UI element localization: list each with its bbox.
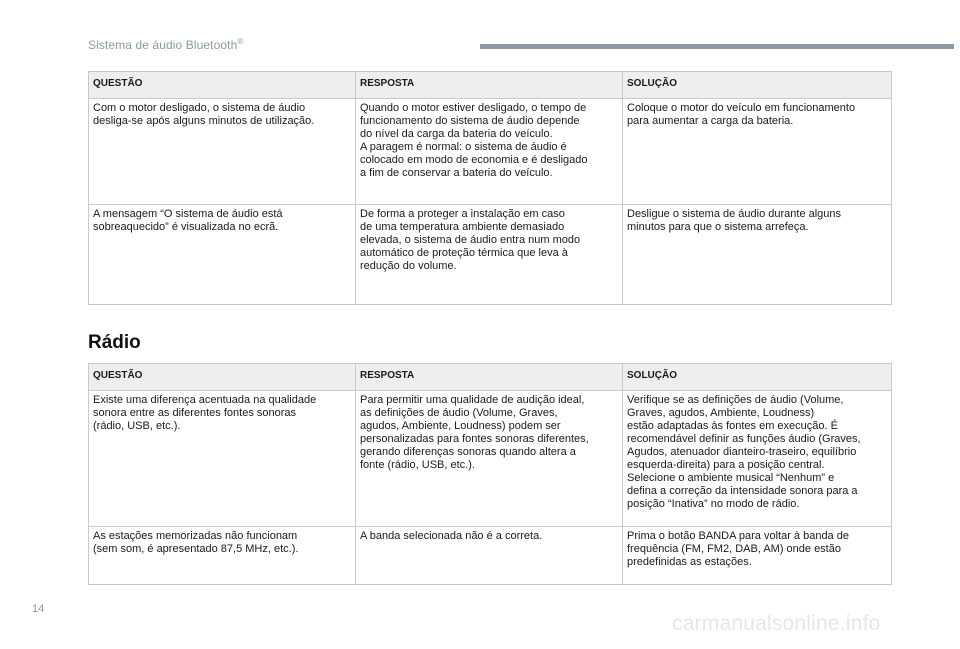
answer-cell: A banda selecionada não é a correta.: [356, 527, 623, 585]
troubleshooting-table-radio: [88, 363, 892, 585]
solution-cell: Coloque o motor do veículo em funcionamento para aumentar a carga da bateria.: [623, 99, 892, 205]
question-cell: Com o motor desligado, o sistema de áudio desliga-se após alguns minutos de utilização.: [89, 99, 356, 205]
solution-cell: Prima o botão BANDA para voltar à banda de frequência (FM, FM2, DAB, AM) onde estão predefinidas as estações.: [623, 527, 892, 585]
section-title-radio: Rádio: [88, 332, 141, 353]
table-header-row: [89, 72, 892, 99]
table-row: [89, 99, 892, 205]
table-row: [89, 205, 892, 305]
running-header: [88, 37, 243, 52]
column-header-answer: RESPOSTA: [356, 364, 623, 391]
table-header-row: [89, 364, 892, 391]
table-row: [89, 527, 892, 585]
column-header-solution: SOLUÇÃO: [623, 72, 892, 99]
column-header-solution: SOLUÇÃO: [623, 364, 892, 391]
column-header-question: QUESTÃO: [89, 72, 356, 99]
question-cell: Existe uma diferença acentuada na qualidade sonora entre as diferentes fontes sonoras (rádio, USB, etc.).: [89, 391, 356, 527]
answer-cell: Quando o motor estiver desligado, o tempo de funcionamento do sistema de áudio depende do nível da carga da bateria do veículo. A paragem é normal: o sistema de áudio é colocado em modo de economia e é desligado a fim de conservar a bateria do veículo.: [356, 99, 623, 205]
answer-cell: De forma a proteger a instalação em caso de uma temperatura ambiente demasiado elevada, o sistema de áudio entra num modo automático de proteção térmica que leva à redução do volume.: [356, 205, 623, 305]
registered-mark: ®: [237, 37, 244, 46]
question-cell: A mensagem “O sistema de áudio está sobreaquecido” é visualizada no ecrã.: [89, 205, 356, 305]
table-row: [89, 391, 892, 527]
column-header-answer: RESPOSTA: [356, 72, 623, 99]
page-number: 14: [32, 603, 45, 615]
solution-cell: Verifique se as definições de áudio (Volume, Graves, agudos, Ambiente, Loudness) estão adaptadas às fontes em execução. É recomendável definir as funções áudio (Graves, Agudos, atenuador dianteiro-traseiro, equilíbrio esquerda-direita) para a posição central. Selecione o ambiente musical “Nenhum” e defina a correção da intensidade sonora para a posição “Inativa” no modo de rádio.: [623, 391, 892, 527]
running-header-text: Sistema de áudio Bluetooth: [88, 38, 238, 52]
solution-cell: Desligue o sistema de áudio durante alguns minutos para que o sistema arrefeça.: [623, 205, 892, 305]
question-cell: As estações memorizadas não funcionam (sem som, é apresentado 87,5 MHz, etc.).: [89, 527, 356, 585]
column-header-question: QUESTÃO: [89, 364, 356, 391]
answer-cell: Para permitir uma qualidade de audição ideal, as definições de áudio (Volume, Graves, agudos, Ambiente, Loudness) podem ser personalizadas para fontes sonoras diferentes, gerando diferenças sonoras quando altera a fonte (rádio, USB, etc.).: [356, 391, 623, 527]
header-rule: [480, 44, 954, 49]
watermark: carmanualsonline.info: [672, 612, 881, 635]
troubleshooting-table-general: [88, 71, 892, 305]
